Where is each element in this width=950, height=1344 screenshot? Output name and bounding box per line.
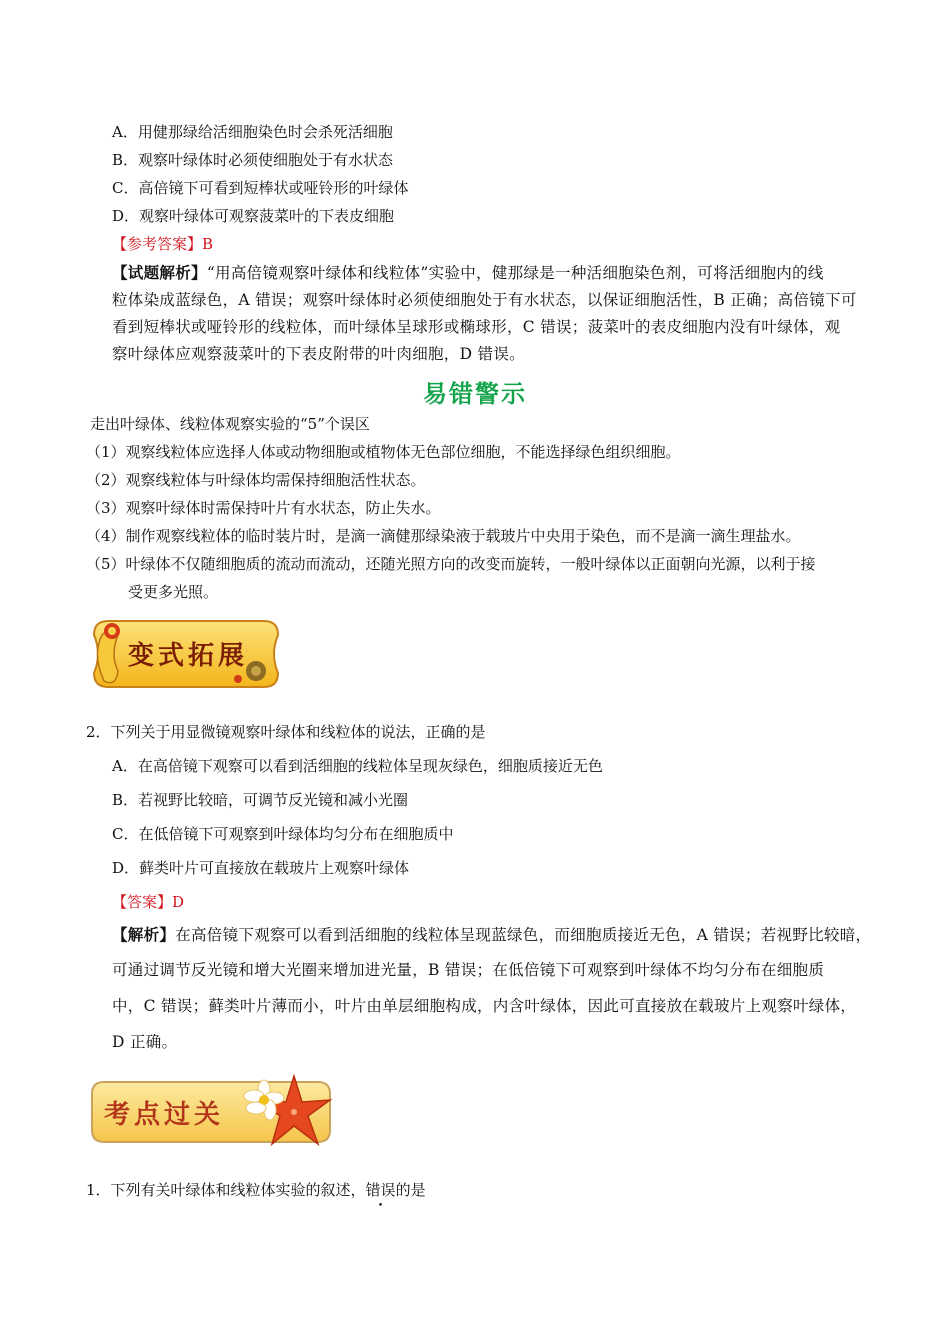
q2-answer-label: 【答案】 — [112, 893, 173, 911]
q1-answer-label: 【参考答案】 — [112, 235, 203, 253]
warning-item-5: （5）叶绿体不仅随细胞质的流动而流动，还随光照方向的改变而旋转，一般叶绿体以正面朝向光源，以利于接 — [86, 555, 816, 573]
q2-option-a: A．在高倍镜下观察可以看到活细胞的线粒体呈现灰绿色，细胞质接近无色 — [112, 757, 603, 775]
warning-item-4: （4）制作观察线粒体的临时装片时，是滴一滴健那绿染液于载玻片中央用于染色，而不是滴一滴生理盐水。 — [86, 527, 801, 545]
q1-option-a: A．用健那绿给活细胞染色时会杀死活细胞 — [112, 123, 393, 141]
q2-option-c: C．在低倍镜下可观察到叶绿体均匀分布在细胞质中 — [112, 825, 454, 843]
q1-explain-text-1: “用高倍镜观察叶绿体和线粒体”实验中，健那绿是一种活细胞染色剂，可将活细胞内的线 — [206, 264, 824, 282]
warning-intro: 走出叶绿体、线粒体观察实验的“5”个误区 — [90, 415, 370, 433]
q2-explain-line-4: D 正确。 — [112, 1033, 178, 1051]
q2-explain-label: 【解析】 — [112, 925, 176, 944]
q2-explain-line-2: 可通过调节反光镜和增大光圈来增加进光量，B 错误；在低倍镜下可观察到叶绿体不均匀分布在细胞质 — [112, 961, 825, 979]
q1-answer — [112, 234, 213, 254]
variant-extension-badge — [88, 615, 284, 693]
q1-option-d: D．观察叶绿体可观察菠菜叶的下表皮细胞 — [112, 207, 395, 225]
q1-explain-line-3: 看到短棒状或哑铃形的线粒体，而叶绿体呈球形或椭球形，C 错误；菠菜叶的表皮细胞内没有叶绿体，观 — [112, 318, 841, 336]
q1-explain-line-4: 察叶绿体应观察菠菜叶的下表皮附带的叶肉细胞，D 错误。 — [112, 345, 525, 363]
checkpoint-badge — [86, 1070, 336, 1150]
badge-checkpoint-label: 考点过关 — [104, 1100, 225, 1130]
q3-stem-prefix: 1．下列有关叶绿体和线粒体实验的叙述， — [86, 1181, 366, 1199]
q3-stem-suffix: 的是 — [395, 1181, 426, 1199]
q1-option-c: C．高倍镜下可看到短棒状或哑铃形的叶绿体 — [112, 179, 409, 197]
q2-option-b: B．若视野比较暗，可调节反光镜和减小光圈 — [112, 791, 409, 809]
q1-explain-label: 【试题解析】 — [112, 263, 207, 282]
warning-title: 易错警示 — [423, 379, 527, 408]
q1-explain-line-1 — [112, 263, 824, 283]
q1-option-b: B．观察叶绿体时必须使细胞处于有水状态 — [112, 151, 394, 169]
q2-option-d: D．藓类叶片可直接放在载玻片上观察叶绿体 — [112, 859, 410, 877]
q2-answer — [112, 892, 184, 912]
warning-item-2: （2）观察线粒体与叶绿体均需保持细胞活性状态。 — [86, 471, 426, 489]
warning-item-1: （1）观察线粒体应选择人体或动物细胞或植物体无色部位细胞，不能选择绿色组织细胞。 — [86, 443, 681, 461]
q2-stem: 2．下列关于用显微镜观察叶绿体和线粒体的说法，正确的是 — [86, 723, 486, 741]
q2-answer-value: D — [172, 893, 185, 911]
q1-answer-value: B — [202, 235, 214, 253]
q2-explain-line-3: 中，C 错误；藓类叶片薄而小，叶片由单层细胞构成，内含叶绿体，因此可直接放在载玻片上观察叶绿体， — [112, 997, 857, 1015]
q3-stem — [86, 1180, 426, 1200]
q1-explain-line-2: 粒体染成蓝绿色，A 错误；观察叶绿体时必须使细胞处于有水状态，以保证细胞活性，B 正确；高倍镜下可 — [112, 291, 857, 309]
q2-explain-line-1 — [112, 925, 871, 945]
badge-variant-label: 变式拓展 — [128, 641, 249, 671]
q2-explain-text-1: 在高倍镜下观察可以看到活细胞的线粒体呈现蓝绿色，而细胞质接近无色，A 错误；若视野比较暗， — [175, 926, 872, 944]
q3-stem-emphasis: 错误 — [365, 1181, 396, 1199]
warning-item-3: （3）观察叶绿体时需保持叶片有水状态，防止失水。 — [86, 499, 441, 517]
warning-item-5-cont: 受更多光照。 — [128, 583, 219, 601]
